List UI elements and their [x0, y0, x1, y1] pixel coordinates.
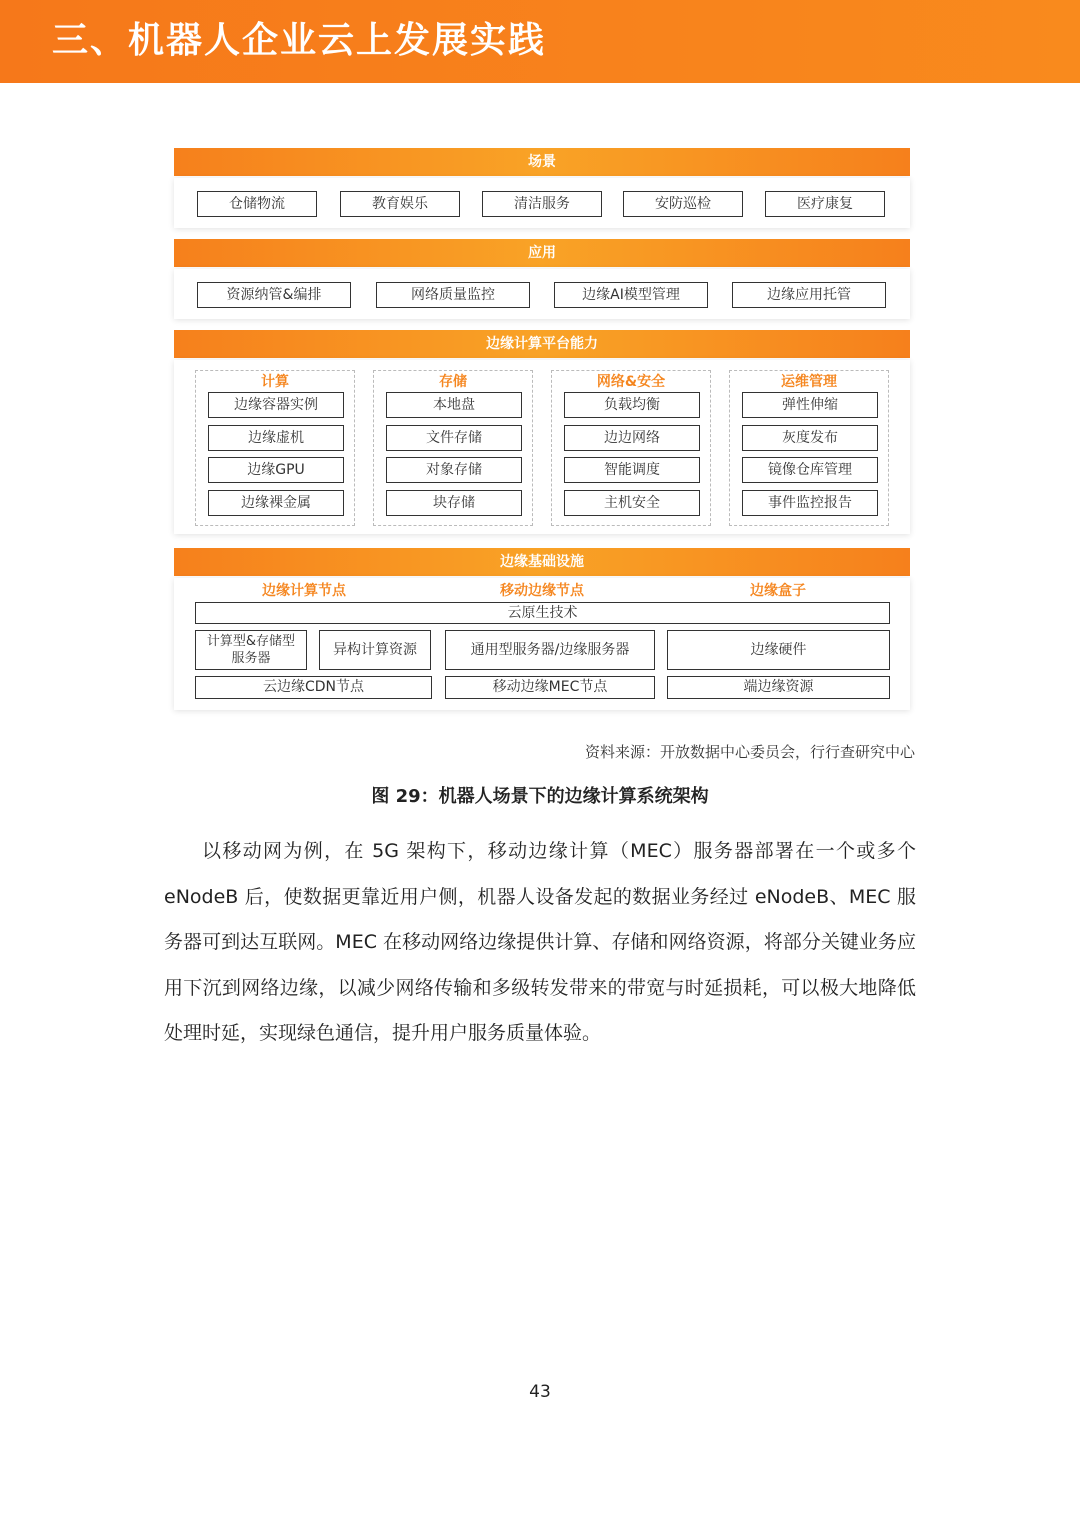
infra-label-mobile-node: 移动边缘节点 [500, 583, 584, 599]
scene-band: 场景 [174, 148, 910, 176]
architecture-diagram [174, 146, 910, 712]
application-item: 网络质量监控 [376, 282, 530, 308]
infra-band: 边缘基础设施 [174, 548, 910, 576]
capability-item: 块存储 [386, 490, 522, 516]
scene-item: 清洁服务 [482, 191, 602, 217]
capability-item: 边缘容器实例 [208, 392, 344, 418]
capability-item: 对象存储 [386, 457, 522, 483]
capability-item: 镜像仓库管理 [742, 457, 878, 483]
group-title: 网络&安全 [596, 374, 666, 390]
page-number: 43 [529, 1382, 551, 1402]
compute-storage-server: 计算型&存储型服务器 [195, 630, 307, 670]
application-panel [174, 269, 910, 319]
infra-panel [174, 578, 910, 710]
group-storage [373, 370, 533, 526]
cdn-node: 云边缘CDN节点 [195, 676, 432, 699]
hetero-compute: 异构计算资源 [319, 630, 431, 670]
capability-item: 边缘裸金属 [208, 490, 344, 516]
group-title: 运维管理 [781, 374, 837, 390]
capability-item: 负载均衡 [564, 392, 700, 418]
application-item: 边缘AI模型管理 [554, 282, 708, 308]
application-band: 应用 [174, 239, 910, 267]
capability-item: 文件存储 [386, 425, 522, 451]
capability-item: 边缘GPU [208, 457, 344, 483]
capability-item: 边缘虚机 [208, 425, 344, 451]
group-title: 存储 [439, 374, 467, 390]
group-title: 计算 [261, 374, 289, 390]
group-network-security [551, 370, 711, 526]
group-compute [195, 370, 355, 526]
platform-panel [174, 360, 910, 534]
infra-label-edge-node: 边缘计算节点 [262, 583, 346, 599]
figure-caption: 图 29：机器人场景下的边缘计算系统架构 [371, 786, 709, 807]
mec-node: 移动边缘MEC节点 [445, 676, 655, 699]
edge-hardware: 边缘硬件 [667, 630, 890, 670]
application-item: 边缘应用托管 [732, 282, 886, 308]
chapter-header [0, 0, 1080, 83]
scene-panel [174, 178, 910, 228]
capability-item: 主机安全 [564, 490, 700, 516]
capability-item: 弹性伸缩 [742, 392, 878, 418]
device-edge-resource: 端边缘资源 [667, 676, 890, 699]
chapter-title: 三、机器人企业云上发展实践 [52, 20, 547, 61]
capability-item: 本地盘 [386, 392, 522, 418]
application-item: 资源纳管&编排 [197, 282, 351, 308]
scene-item: 仓储物流 [197, 191, 317, 217]
scene-item: 医疗康复 [765, 191, 885, 217]
capability-item: 灰度发布 [742, 425, 878, 451]
platform-band: 边缘计算平台能力 [174, 330, 910, 358]
capability-item: 智能调度 [564, 457, 700, 483]
figure-source: 资料来源：开放数据中心委员会，行行查研究中心 [584, 743, 915, 761]
capability-item: 边边网络 [564, 425, 700, 451]
infra-label-edge-box: 边缘盒子 [750, 583, 806, 599]
capability-item: 事件监控报告 [742, 490, 878, 516]
scene-item: 安防巡检 [623, 191, 743, 217]
general-edge-server: 通用型服务器/边缘服务器 [445, 630, 655, 670]
body-paragraph: 以移动网为例，在 5G 架构下，移动边缘计算（MEC）服务器部署在一个或多个 eNodeB 后，使数据更靠近用户侧，机器人设备发起的数据业务经过 eNodeB、MEC 服务器可到达互联网。MEC 在移动网络边缘提供计算、存储和网络资源，将部分关键业务应用下沉到网络边缘，以减少网络传输和多级转发带来的带宽与时延损耗，可以极大地降低处理时延，实现绿色通信，提升用户服务质量体验。 [164, 840, 916, 1044]
group-operations [729, 370, 889, 526]
scene-item: 教育娱乐 [340, 191, 460, 217]
cloud-native-bar: 云原生技术 [195, 602, 890, 624]
